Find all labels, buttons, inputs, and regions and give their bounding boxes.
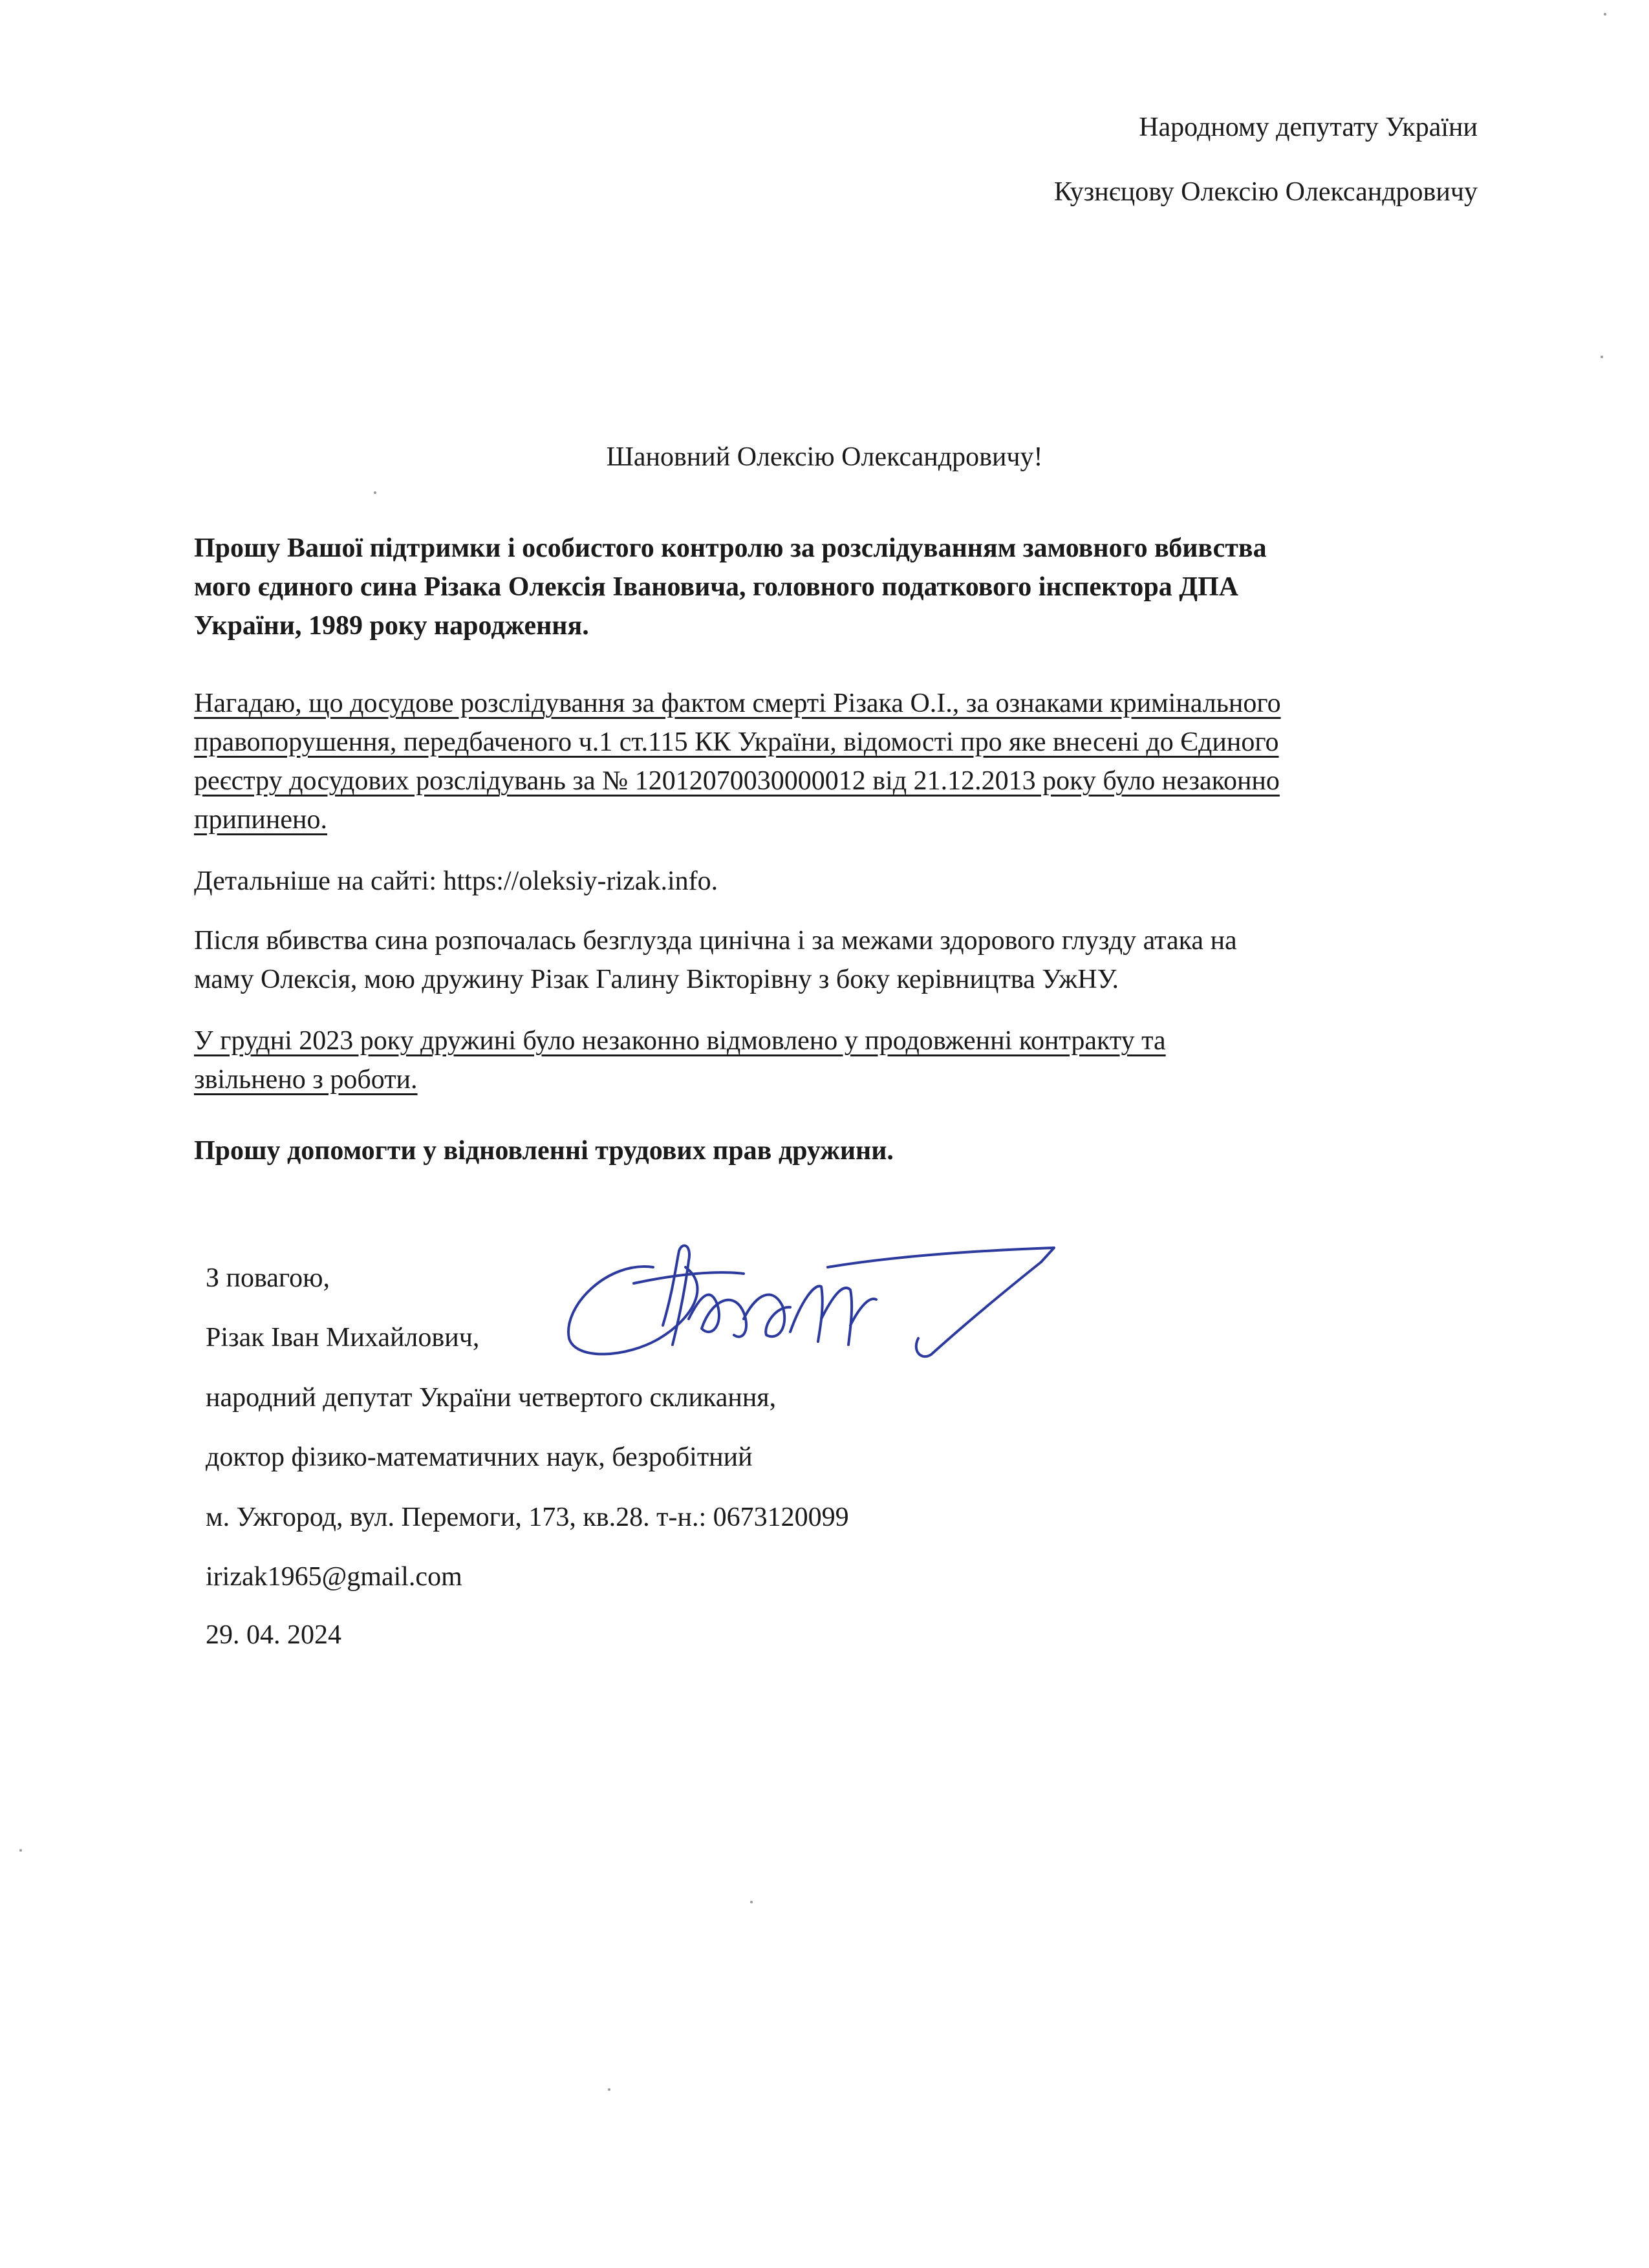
scan-speck (374, 491, 376, 494)
scan-speck (608, 2088, 610, 2091)
closing-date: 29. 04. 2024 (206, 1620, 341, 1650)
reminder-line: реєстру досудових розслідувань за № 12012070030000012 від 21.12.2013 року було незаконно (194, 766, 1280, 796)
details-paragraph (194, 862, 1500, 901)
closing-name: Різак Іван Михайлович, (206, 1323, 480, 1353)
reminder-line: правопорушення, передбаченого ч.1 ст.115 КК України, відомості про яке внесені до Єдиного (194, 727, 1279, 757)
closing-title: народний депутат України четвертого скликання, (206, 1383, 777, 1413)
scan-speck (1600, 356, 1603, 358)
closing-email: irizak1965@gmail.com (206, 1562, 462, 1592)
dismissal-line: звільнено з роботи. (194, 1065, 418, 1095)
greeting: Шановний Олексію Олександровичу! (606, 442, 1043, 472)
scan-speck (750, 1901, 753, 1903)
details-line: Детальніше на сайті: https://oleksiy-rizak.info. (194, 866, 718, 896)
scan-speck (19, 1849, 22, 1852)
dismissal-line: У грудні 2023 року дружині було незаконно відмовлено у продовженні контракту та (194, 1026, 1166, 1056)
signature (550, 1222, 1067, 1377)
closing-degree: доктор фізико-математичних наук, безробітний (206, 1442, 753, 1472)
addressee-line-1: Народному депутату України (1139, 112, 1478, 142)
reminder-paragraph (194, 684, 1500, 839)
addressee-line-2: Кузнєцову Олексію Олександровичу (1053, 177, 1478, 207)
request-line: мого єдиного сина Різака Олексія Івановича, головного податкового інспектора ДПА (194, 572, 1239, 602)
reminder-line: припинено. (194, 805, 328, 835)
final-request (194, 1131, 1500, 1170)
final-request-line: Прошу допомогти у відновленні трудових прав дружини. (194, 1136, 894, 1166)
dismissal-paragraph (194, 1022, 1500, 1099)
closing-regards: З повагою, (206, 1263, 330, 1293)
attack-line: маму Олексія, мою дружину Різак Галину Вікторівну з боку керівництва УжНУ. (194, 965, 1119, 994)
closing-address: м. Ужгород, вул. Перемоги, 173, кв.28. т-н.: 0673120099 (206, 1503, 849, 1532)
reminder-line: Нагадаю, що досудове розслідування за фактом смерті Різака О.І., за ознаками кримінального (194, 689, 1281, 718)
request-line: України, 1989 року народження. (194, 611, 589, 641)
request-paragraph (194, 529, 1500, 645)
scan-speck (1604, 13, 1606, 16)
attack-paragraph (194, 921, 1500, 999)
attack-line: Після вбивства сина розпочалась безглузда цинічна і за межами здорового глузду атака на (194, 926, 1237, 956)
request-line: Прошу Вашої підтримки і особистого контролю за розслідуванням замовного вбивства (194, 533, 1267, 563)
